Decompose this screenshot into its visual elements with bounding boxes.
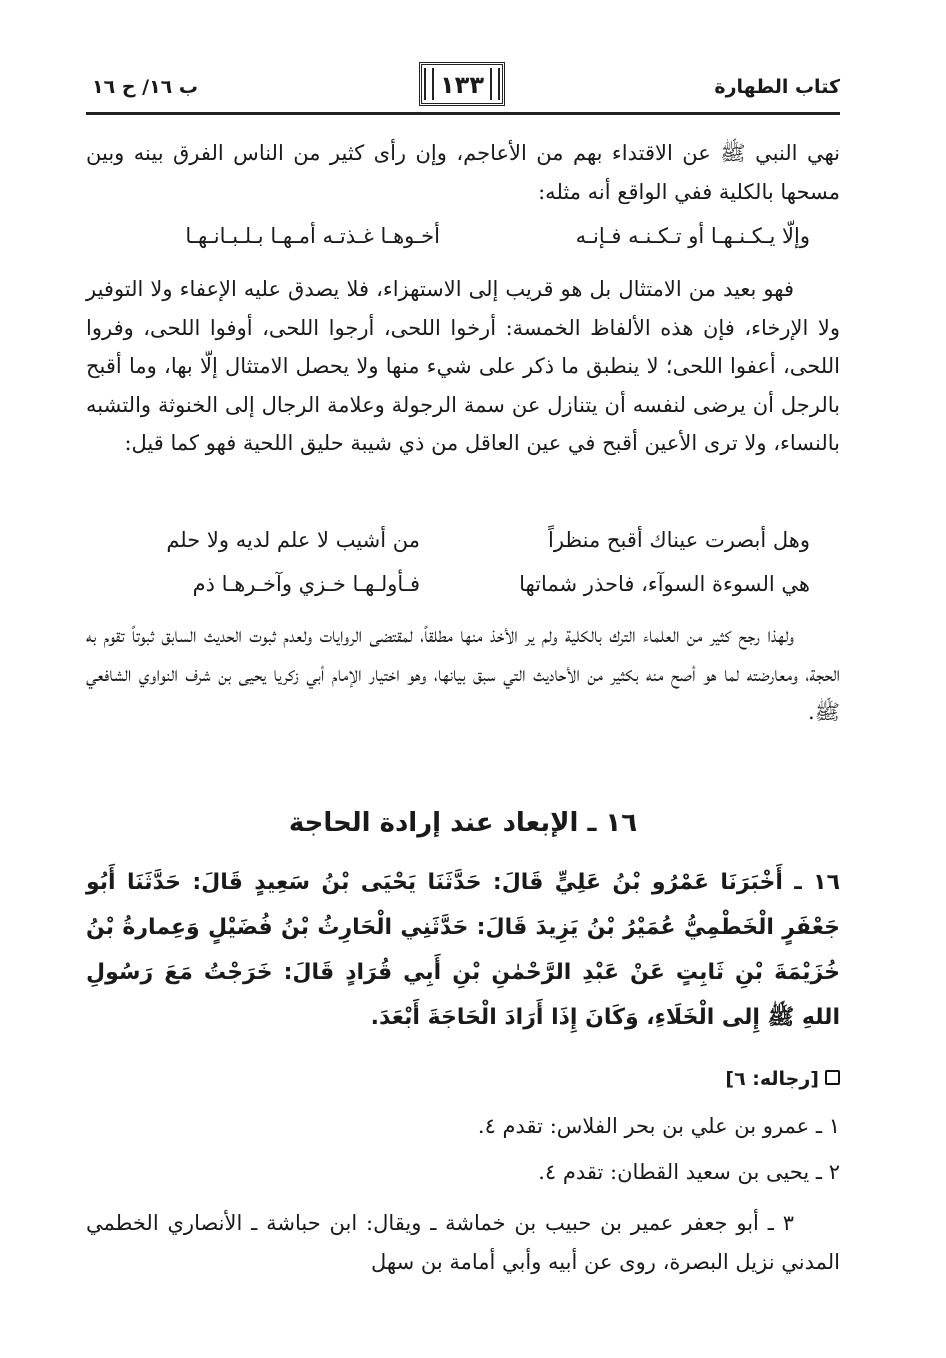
paragraph-1 <box>86 134 840 211</box>
header-rule <box>86 112 840 115</box>
narrators-heading <box>725 1068 840 1090</box>
section-reference: ب ١٦/ ح ١٦ <box>92 76 198 98</box>
page-header <box>86 62 840 110</box>
narrators-heading-text: [رجاله: ٦] <box>725 1068 819 1090</box>
verse-1-hemistich-1: وإلّا يـكـنـهـا أو تـكـنـه فـإنـه <box>575 224 810 248</box>
narrator-3-text: ٣ ـ أبو جعفر عمير بن حبيب بن خماشة ـ ويقال: ابن حباشة ـ الأنصاري الخطمي المدني نزيل البصرة، روى عن أبيه وأبي أمامة بن سهل <box>86 1211 840 1274</box>
paragraph-2 <box>86 270 840 463</box>
narrator-2: ٢ ـ يحيى بن سعيد القطان: تقدم ٤. <box>538 1160 840 1184</box>
paragraph-1-text: نهي النبي ﷺ عن الاقتداء بهم من الأعاجم، وإن رأى كثير من الناس الفرق بينه وبين مسحها بالكلية ففي الواقع أنه مثله: <box>86 141 840 204</box>
page-number: ١٣٣ <box>440 71 484 99</box>
poem-verse-1 <box>86 224 840 260</box>
narrator-1: ١ ـ عمرو بن علي بن بحر الفلاس: تقدم ٤. <box>477 1114 840 1138</box>
paragraph-2-text: فهو بعيد من الامتثال بل هو قريب إلى الاستهزاء، فلا يصدق عليه الإعفاء ولا التوفير ولا الإرخاء، فإن هذه الألفاظ الخمسة: أرخوا اللحى، أرجوا اللحى، أوفوا اللحى، وفروا اللحى، أعفوا اللحى؛ لا ينطبق ما ذكر على شيء منها ولا يحصل الامتثال إلّا بها، وما أقبح بالرجل أن يرضى لنفسه أن يتنازل عن سمة الرجولة وعلامة الرجال إلى الخنوثة والتشبه بالنساء، ولا ترى الأعين أقبح في عين العاقل من ذي شيبة حليق اللحية فهو كما قيل: <box>86 277 840 455</box>
poem-verse-3 <box>86 572 840 608</box>
chapter-title: كتاب الطهارة <box>714 76 840 98</box>
poem-verse-2 <box>86 528 840 564</box>
verse-1-hemistich-2: أخـوهـا غـذتـه أمـهـا بـلـبـانـهـا <box>185 224 440 248</box>
page-number-frame <box>419 62 505 106</box>
verse-2-hemistich-1: وهل أبصرت عيناك أقبح منظراً <box>548 528 810 552</box>
verse-2-hemistich-2: من أشيب لا علم لديه ولا حلم <box>166 528 420 552</box>
hadith-body: ١٦ ـ أَخْبَرَنَا عَمْرُو بْنُ عَلِيٍّ قَالَ: حَدَّثَنَا يَحْيَى بْنُ سَعِيدٍ قَالَ: حَدَّثَنَا أَبُو جَعْفَرٍ الْخَطْمِيُّ عُمَيْرُ بْنُ يَزِيدَ قَالَ: حَدَّثَنِي الْحَارِثُ بْنُ فُضَيْلٍ وَعِمارةُ بْنُ خُزَيْمَةَ بْنِ ثَابِتٍ عَنْ عَبْدِ الرَّحْمٰنِ بْنِ أَبِي قُرَادٍ قَالَ: خَرَجْتُ مَعَ رَسُولِ اللهِ ﷺ إِلى الْخَلَاءِ، وَكَانَ إِذَا أَرَادَ الْحَاجَةَ أَبْعَدَ. <box>86 870 840 1030</box>
checkbox-square-icon <box>825 1070 840 1085</box>
paragraph-3 <box>86 616 840 732</box>
paragraph-3-text: ولهذا رجح كثير من العلماء الترك بالكلية ولم ير الأخذ منها مطلقاً، لمقتضى الروايات ولعدم ثبوت الحديث السابق ثبوتاً تقوم به الحجة، ومعارضته لما هو أصح منه بكثير من الأحاديث التي سبق بيانها، وهو اختيار الإمام أبي زكريا يحيى بن شرف النواوي الشافعي ﷺ. <box>86 623 840 724</box>
narrator-3 <box>86 1204 840 1281</box>
hadith-text <box>86 860 840 1040</box>
verse-3-hemistich-2: فـأولـهـا خـزي وآخـرهـا ذم <box>192 572 420 596</box>
section-title: ١٦ ـ الإبعاد عند إرادة الحاجة <box>288 808 638 838</box>
verse-3-hemistich-1: هي السوءة السوآء، فاحذر شماتها <box>519 572 810 596</box>
